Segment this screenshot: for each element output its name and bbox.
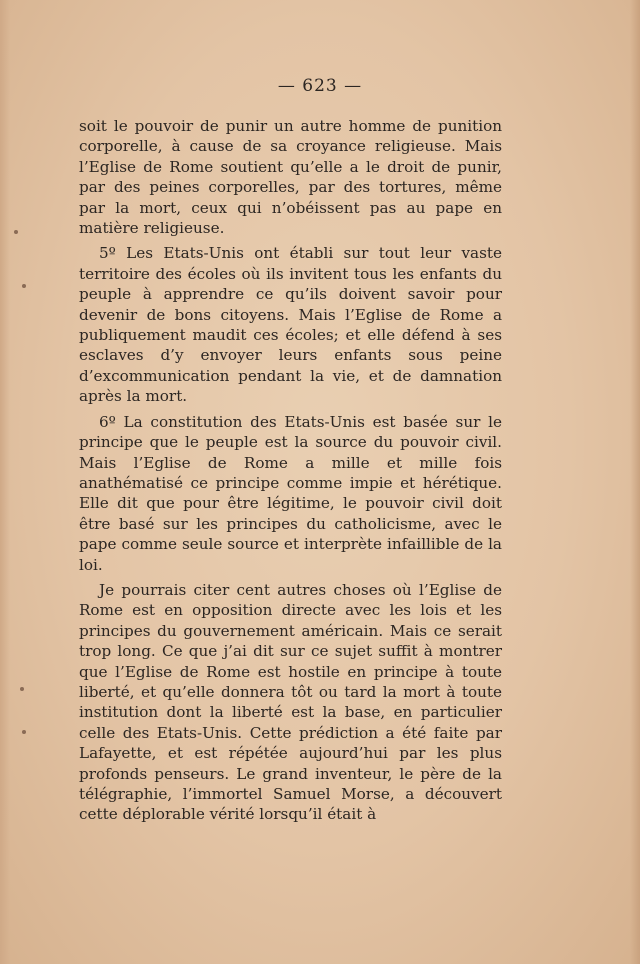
margin-speck [22, 730, 26, 734]
page-body-text [79, 116, 502, 830]
page-number: — 623 — [277, 76, 363, 96]
paragraph-conclusion: Je pourrais citer cent autres choses où l’Eglise de Rome est en opposition directe avec les lois et les principes du gouvernement américain. Mais ce serait trop long. Ce que j’ai dit sur ce sujet suffit à montrer que l’Eglise de Rome est hostile en principe à toute liberté, et qu’elle donnera tôt ou tard la mort à toute institution dont la liberté est la base, en particulier celle des Etats-Unis. Cette prédiction a été faite par Lafayette, et est répétée aujourd’hui par les plus profonds penseurs. Le grand inventeur, le père de la télégraphie, l’immortel Samuel Morse, a découvert cette déplorable vérité lorsqu’il était à [79, 580, 502, 824]
paragraph-point-6: 6º La constitution des Etats-Unis est basée sur le principe que le peuple est la source du pouvoir civil. Mais l’Eglise de Rome a mille et mille fois anathématisé ce principe comme impie et hérétique. Elle dit que pour être légitime, le pouvoir civil doit être basé sur les principes du catholicisme, avec le pape comme seule source et interprète infaillible de la loi. [79, 412, 502, 574]
page-edge-right [630, 0, 640, 964]
margin-speck [14, 230, 18, 234]
paragraph-continuation: soit le pouvoir de punir un autre homme de punition corporelle, à cause de sa croyance religieuse. Mais l’Eglise de Rome soutient qu’elle a le droit de punir, par des peines corporelles, par des tortures, même par la mort, ceux qui n’obéissent pas au pape en matière religieuse. [79, 117, 502, 238]
page-edge-left [0, 0, 10, 964]
margin-speck [20, 687, 24, 691]
margin-speck [22, 284, 26, 288]
paragraph-point-5: 5º Les Etats-Unis ont établi sur tout leur vaste territoire des écoles où ils invitent tous les enfants du peuple à apprendre ce qu’ils doivent savoir pour devenir de bons citoyens. Mais l’Eglise de Rome a publiquement maudit ces écoles; et elle défend à ses esclaves d’y envoyer leurs enfants sous peine d’excommunication pendant la vie, et de damnation après la mort. [79, 244, 502, 406]
